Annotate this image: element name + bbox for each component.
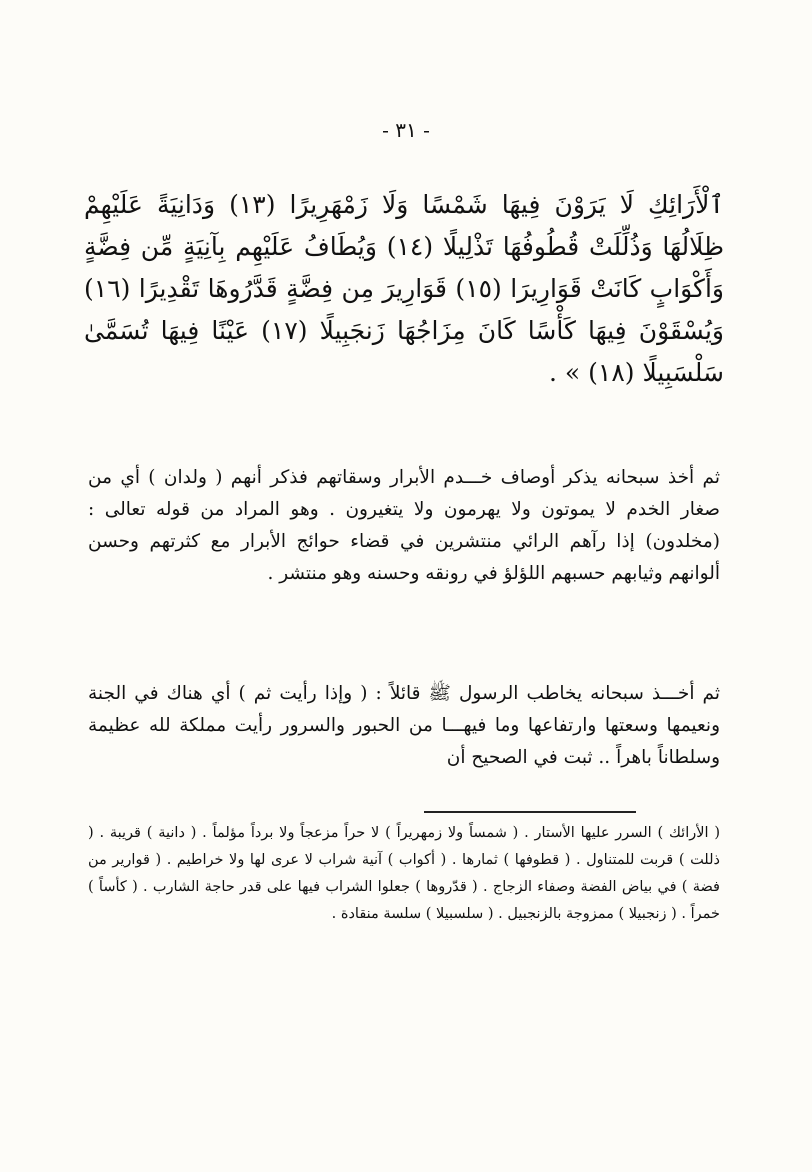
footnote-divider — [424, 811, 636, 813]
commentary-paragraph-1: ثم أخذ سبحانه يذكر أوصاف خـــدم الأبرار وسقاتهم فذكر أنهم ( ولدان ) أي من صغار الخدم لا يموتون ولا يهرمون ولا يتغيرون . وهو المراد من قوله تعالى : (مخلدون) إذا رآهم الرائي منتشرين في قضاء حوائج الأبرار مع كثرتهم وحسن ألوانهم وثيابهم حسبهم اللؤلؤ في رونقه وحسنه وهو منتشر . — [88, 467, 720, 584]
quran-verse-block: ٱلْأَرَائِكِ لَا يَرَوْنَ فِيهَا شَمْسًا وَلَا زَمْهَرِيرًا (١٣) وَدَانِيَةً عَلَيْهِمْ ظِلَالُهَا وَذُلِّلَتْ قُطُوفُهَا تَذْلِيلًا (١٤) وَيُطَافُ عَلَيْهِم بِآنِيَةٍ مِّن فِضَّةٍ وَأَكْوَابٍ كَانَتْ قَوَارِيرَا (١٥) قَوَارِيرَ مِن فِضَّةٍ قَدَّرُوهَا تَقْدِيرًا (١٦) وَيُسْقَوْنَ فِيهَا كَأْسًا كَانَ مِزَاجُهَا زَنجَبِيلًا (١٧) عَيْنًا فِيهَا تُسَمَّىٰ سَلْسَبِيلًا (١٨) » . — [84, 190, 724, 387]
footnotes: ( الأرائك ) السرر عليها الأستار . ( شمساً ولا زمهريراً ) لا حراً مزعجاً ولا برداً مؤلماً . ( دانية ) قريبة . ( ذللت ) قربت للمتناول . ( قطوفها ) ثمارها . ( أكواب ) آنية شراب لا عرى لها ولا خراطيم . ( قوارير من فضة ) في بياض الفضة وصفاء الزجاج . ( قدّروها ) جعلوا الشراب فيها على قدر حاجة الشارب . ( كأساً ) خمراً . ( زنجبيلا ) ممزوجة بالزنجبيل . ( سلسبيلا ) سلسة منقادة . — [88, 825, 720, 922]
commentary-paragraph-2: ثم أخـــذ سبحانه يخاطب الرسول ﷺ قائلاً : ( وإذا رأيت ثم ) أي هناك في الجنة ونعيمها وسعتها وارتفاعها وما فيهـــا من الحبور والسرور رأيت مملكة لله عظيمة وسلطاناً باهراً .. ثبت في الصحيح أن — [88, 683, 720, 768]
page-number: - ٣١ - — [382, 118, 430, 142]
